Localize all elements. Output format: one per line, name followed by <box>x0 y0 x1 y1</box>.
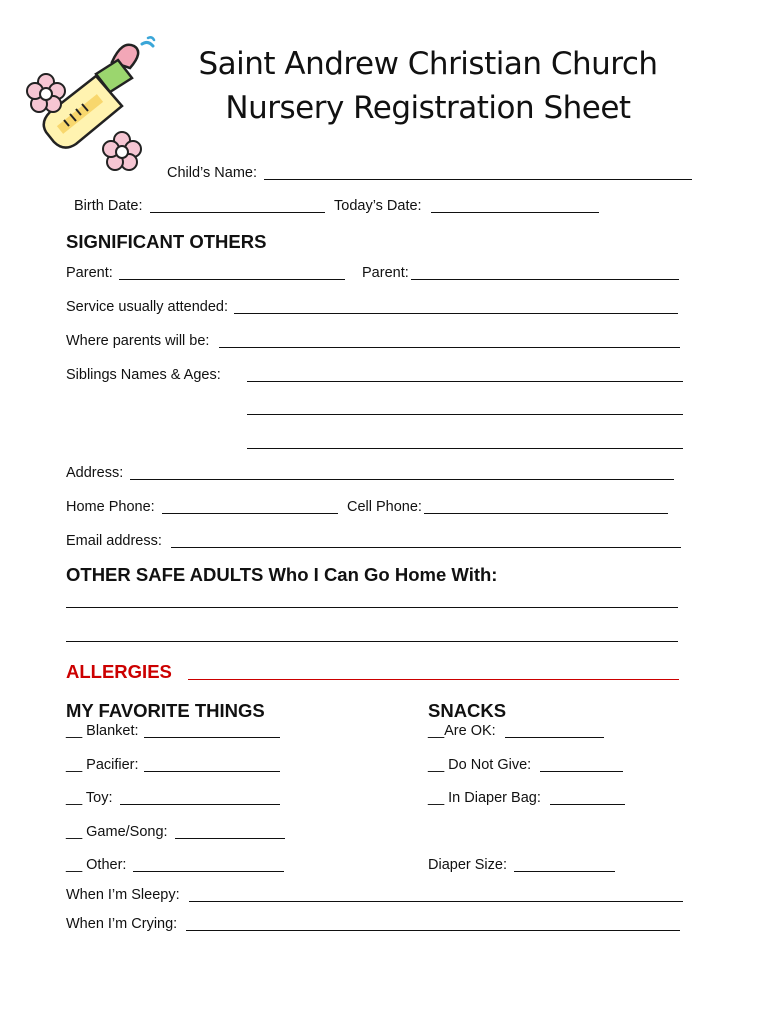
allergies-field[interactable] <box>188 679 679 680</box>
toy-field[interactable] <box>120 804 280 805</box>
safe-adults-field-1[interactable] <box>66 607 678 608</box>
title-line-church: Saint Andrew Christian Church <box>198 46 658 82</box>
pacifier-label: __ Pacifier: <box>66 757 139 773</box>
blanket-field[interactable] <box>144 737 280 738</box>
service-label: Service usually attended: <box>66 299 229 315</box>
siblings-field-1[interactable] <box>247 381 683 382</box>
game-song-field[interactable] <box>175 838 285 839</box>
diaper-bag-label: __ In Diaper Bag: <box>428 790 541 806</box>
birth-date-field[interactable] <box>150 212 325 213</box>
diaper-size-label: Diaper Size: <box>428 857 507 873</box>
where-parents-label: Where parents will be: <box>66 333 210 349</box>
childs-name-label: Child’s Name: <box>167 165 257 181</box>
siblings-field-2[interactable] <box>247 414 683 415</box>
toy-label: __ Toy: <box>66 790 113 806</box>
baby-bottle-with-flowers-icon <box>24 34 164 184</box>
service-field[interactable] <box>234 313 678 314</box>
snacks-ok-field[interactable] <box>505 737 604 738</box>
snacks-heading: SNACKS <box>428 700 507 721</box>
crying-label: When I’m Crying: <box>66 916 178 932</box>
pacifier-field[interactable] <box>144 771 280 772</box>
safe-adults-heading: OTHER SAFE ADULTS Who I Can Go Home With: <box>66 564 498 585</box>
allergies-heading: ALLERGIES <box>66 661 172 682</box>
other-field[interactable] <box>133 871 284 872</box>
home-phone-field[interactable] <box>162 513 338 514</box>
do-not-give-field[interactable] <box>540 771 623 772</box>
parent2-label: Parent: <box>362 265 409 281</box>
address-field[interactable] <box>130 479 674 480</box>
significant-others-heading: SIGNIFICANT OTHERS <box>66 231 267 252</box>
do-not-give-label: __ Do Not Give: <box>428 757 532 773</box>
email-field[interactable] <box>171 547 681 548</box>
siblings-label: Siblings Names & Ages: <box>66 367 221 383</box>
parent2-field[interactable] <box>411 279 679 280</box>
siblings-field-3[interactable] <box>247 448 683 449</box>
address-label: Address: <box>66 465 124 481</box>
sleepy-field[interactable] <box>189 901 683 902</box>
birth-date-label: Birth Date: <box>74 198 143 214</box>
where-parents-field[interactable] <box>219 347 680 348</box>
sleepy-label: When I’m Sleepy: <box>66 887 180 903</box>
other-label: __ Other: <box>66 857 127 873</box>
safe-adults-field-2[interactable] <box>66 641 678 642</box>
cell-phone-field[interactable] <box>424 513 668 514</box>
parent1-field[interactable] <box>119 279 345 280</box>
crying-field[interactable] <box>186 930 680 931</box>
snacks-ok-label: __Are OK: <box>428 723 496 739</box>
home-phone-label: Home Phone: <box>66 499 155 515</box>
diaper-size-field[interactable] <box>514 871 615 872</box>
email-label: Email address: <box>66 533 162 549</box>
diaper-bag-field[interactable] <box>550 804 625 805</box>
todays-date-field[interactable] <box>431 212 599 213</box>
title-line-sheet: Nursery Registration Sheet <box>225 90 631 126</box>
blanket-label: __ Blanket: <box>66 723 139 739</box>
page-title <box>168 42 688 130</box>
parent1-label: Parent: <box>66 265 113 281</box>
todays-date-label: Today’s Date: <box>334 198 422 214</box>
favorite-things-heading: MY FAVORITE THINGS <box>66 700 265 721</box>
childs-name-field[interactable] <box>264 179 692 180</box>
game-song-label: __ Game/Song: <box>66 824 168 840</box>
cell-phone-label: Cell Phone: <box>347 499 422 515</box>
